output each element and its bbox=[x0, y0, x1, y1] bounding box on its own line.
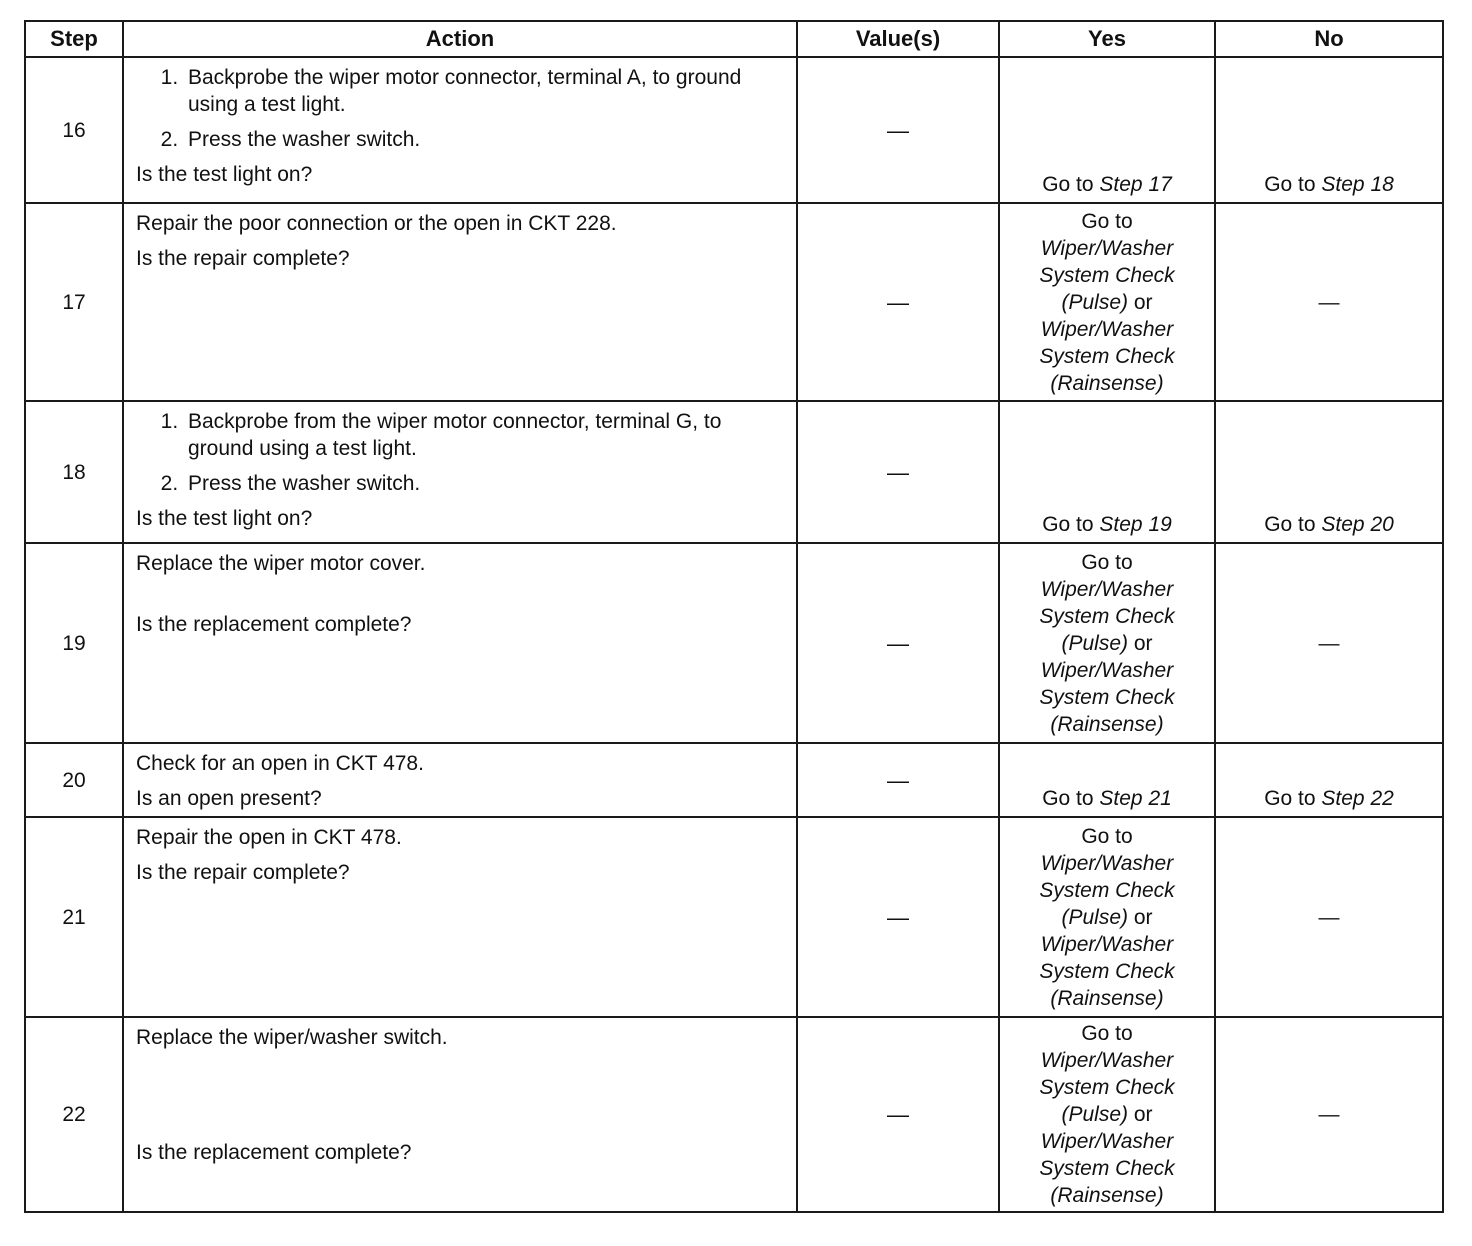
header-no: No bbox=[1215, 21, 1443, 57]
action-list-item: 1. Backprobe from the wiper motor connector, terminal G, to ground using a test light. bbox=[184, 408, 786, 462]
action-cell bbox=[123, 543, 797, 743]
wiper-washer-ref: Wiper/Washer bbox=[1040, 1130, 1174, 1153]
value-cell: — bbox=[797, 743, 999, 817]
step-ref-label: Step bbox=[1321, 787, 1365, 810]
go-to-text: Go to bbox=[1042, 787, 1094, 810]
action-text: Repair the poor connection or the open in CKT 228. bbox=[136, 212, 617, 235]
step-number: 21 bbox=[25, 817, 123, 1017]
header-step: Step bbox=[25, 21, 123, 57]
go-to-text: Go to bbox=[1264, 787, 1316, 810]
pulse-ref: (Pulse) bbox=[1061, 290, 1128, 314]
table-row-step-16 bbox=[25, 57, 1443, 203]
or-text: or bbox=[1133, 290, 1153, 314]
step-ref-label: Step bbox=[1099, 787, 1143, 810]
action-list-item: 1. Backprobe the wiper motor connector, terminal A, to ground using a test light. bbox=[184, 64, 786, 118]
header-action: Action bbox=[123, 21, 797, 57]
rainsense-ref: (Rainsense) bbox=[1050, 371, 1164, 395]
action-question: Is the test light on? bbox=[136, 163, 313, 186]
action-question: Is the replacement complete? bbox=[136, 1141, 412, 1164]
table-row-step-20 bbox=[25, 743, 1443, 817]
no-cell bbox=[1215, 401, 1443, 543]
table-row-step-22 bbox=[25, 1017, 1443, 1212]
action-text: Replace the wiper/washer switch. bbox=[136, 1026, 448, 1049]
action-cell bbox=[123, 401, 797, 543]
wiper-washer-ref: Wiper/Washer bbox=[1040, 851, 1174, 875]
action-cell bbox=[123, 1017, 797, 1212]
yes-cell bbox=[999, 203, 1215, 401]
rainsense-ref: (Rainsense) bbox=[1050, 1184, 1164, 1207]
pulse-ref: (Pulse) bbox=[1061, 1103, 1128, 1126]
step-number: 22 bbox=[25, 1017, 123, 1212]
wiper-washer-ref: Wiper/Washer bbox=[1040, 932, 1174, 956]
wiper-washer-ref: Wiper/Washer bbox=[1040, 577, 1174, 601]
no-cell: — bbox=[1215, 543, 1443, 743]
step-ref-number: 20 bbox=[1370, 513, 1394, 536]
action-text: Check for an open in CKT 478. bbox=[136, 752, 424, 775]
system-check-ref: System Check bbox=[1039, 878, 1175, 902]
action-question: Is the replacement complete? bbox=[136, 613, 412, 636]
go-to-text: Go to bbox=[1081, 550, 1133, 574]
system-check-ref: System Check bbox=[1039, 604, 1175, 628]
step-ref-label: Step bbox=[1321, 513, 1365, 536]
yes-cell bbox=[999, 401, 1215, 543]
yes-cell bbox=[999, 543, 1215, 743]
action-question: Is the repair complete? bbox=[136, 247, 350, 270]
yes-cell bbox=[999, 743, 1215, 817]
or-text: or bbox=[1133, 631, 1153, 655]
step-ref-label: Step bbox=[1099, 173, 1143, 196]
rainsense-ref: (Rainsense) bbox=[1050, 712, 1164, 736]
system-check-ref: System Check bbox=[1039, 1076, 1175, 1099]
action-text: Repair the open in CKT 478. bbox=[136, 826, 402, 849]
wiper-washer-ref: Wiper/Washer bbox=[1040, 236, 1174, 260]
header-yes: Yes bbox=[999, 21, 1215, 57]
action-question: Is an open present? bbox=[136, 787, 322, 810]
action-list-item: 2. Press the washer switch. bbox=[184, 126, 786, 153]
action-cell bbox=[123, 817, 797, 1017]
header-values: Value(s) bbox=[797, 21, 999, 57]
action-question: Is the test light on? bbox=[136, 507, 313, 530]
system-check-ref: System Check bbox=[1039, 344, 1175, 368]
diagnostic-table bbox=[24, 20, 1444, 1213]
go-to-text: Go to bbox=[1081, 1022, 1133, 1045]
system-check-ref: System Check bbox=[1039, 1157, 1175, 1180]
action-cell bbox=[123, 743, 797, 817]
or-text: or bbox=[1133, 905, 1153, 929]
step-number: 20 bbox=[25, 743, 123, 817]
step-ref-label: Step bbox=[1321, 173, 1365, 196]
table-row-step-21 bbox=[25, 817, 1443, 1017]
table-row-step-19 bbox=[25, 543, 1443, 743]
step-ref-number: 17 bbox=[1148, 173, 1172, 196]
value-cell: — bbox=[797, 57, 999, 203]
header-row bbox=[25, 21, 1443, 57]
go-to-text: Go to bbox=[1081, 824, 1133, 848]
no-cell: — bbox=[1215, 817, 1443, 1017]
diagnostic-table-sheet bbox=[24, 20, 1442, 1213]
wiper-washer-ref: Wiper/Washer bbox=[1040, 317, 1174, 341]
yes-cell bbox=[999, 1017, 1215, 1212]
step-number: 19 bbox=[25, 543, 123, 743]
go-to-text: Go to bbox=[1042, 173, 1094, 196]
yes-cell bbox=[999, 817, 1215, 1017]
step-ref-number: 22 bbox=[1370, 787, 1394, 810]
step-number: 17 bbox=[25, 203, 123, 401]
action-list-item: 2. Press the washer switch. bbox=[184, 470, 786, 497]
no-cell: — bbox=[1215, 203, 1443, 401]
yes-cell bbox=[999, 57, 1215, 203]
value-cell: — bbox=[797, 817, 999, 1017]
step-ref-number: 18 bbox=[1370, 173, 1394, 196]
step-ref-label: Step bbox=[1099, 513, 1143, 536]
action-list bbox=[136, 408, 786, 497]
or-text: or bbox=[1133, 1103, 1153, 1126]
go-to-text: Go to bbox=[1081, 209, 1133, 233]
wiper-washer-ref: Wiper/Washer bbox=[1040, 658, 1174, 682]
system-check-ref: System Check bbox=[1039, 959, 1175, 983]
system-check-ref: System Check bbox=[1039, 263, 1175, 287]
action-cell bbox=[123, 203, 797, 401]
rainsense-ref: (Rainsense) bbox=[1050, 986, 1164, 1010]
value-cell: — bbox=[797, 1017, 999, 1212]
go-to-text: Go to bbox=[1264, 513, 1316, 536]
step-ref-number: 19 bbox=[1148, 513, 1172, 536]
step-number: 18 bbox=[25, 401, 123, 543]
value-cell: — bbox=[797, 401, 999, 543]
action-question: Is the repair complete? bbox=[136, 861, 350, 884]
wiper-washer-ref: Wiper/Washer bbox=[1040, 1049, 1174, 1072]
go-to-text: Go to bbox=[1264, 173, 1316, 196]
table-row-step-17 bbox=[25, 203, 1443, 401]
action-text: Replace the wiper motor cover. bbox=[136, 552, 426, 575]
value-cell: — bbox=[797, 543, 999, 743]
pulse-ref: (Pulse) bbox=[1061, 905, 1128, 929]
no-cell bbox=[1215, 743, 1443, 817]
go-to-text: Go to bbox=[1042, 513, 1094, 536]
system-check-ref: System Check bbox=[1039, 685, 1175, 709]
no-cell: — bbox=[1215, 1017, 1443, 1212]
step-number: 16 bbox=[25, 57, 123, 203]
action-cell bbox=[123, 57, 797, 203]
pulse-ref: (Pulse) bbox=[1061, 631, 1128, 655]
step-ref-number: 21 bbox=[1148, 787, 1172, 810]
value-cell: — bbox=[797, 203, 999, 401]
table-row-step-18 bbox=[25, 401, 1443, 543]
action-list bbox=[136, 64, 786, 153]
no-cell bbox=[1215, 57, 1443, 203]
